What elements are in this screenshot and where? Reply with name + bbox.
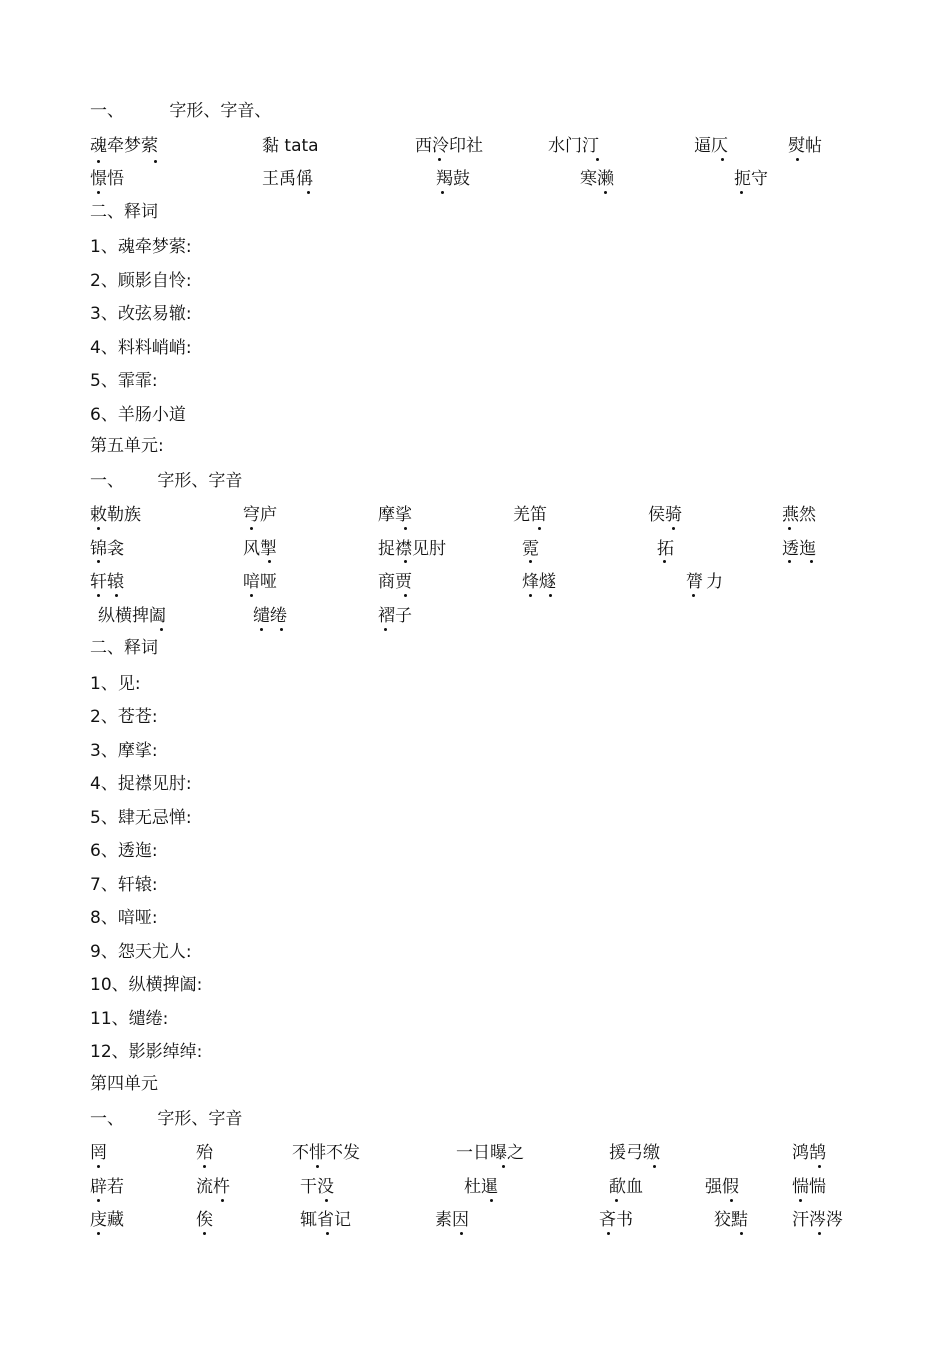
section-heading: 一、 字形、字音 [90, 471, 243, 491]
vocab-word: 穹庐 [243, 505, 277, 525]
definition-item: 12、影影绰绰: [90, 1042, 203, 1062]
vocab-word: 水门汀 [548, 136, 599, 156]
vocab-word: 憬悟 [90, 169, 124, 189]
emphasis-dot [818, 1165, 821, 1168]
emphasis-dot [604, 191, 607, 194]
vocab-word: 黏 tata [262, 136, 319, 156]
emphasis-dot [529, 560, 532, 563]
emphasis-dot [97, 1165, 100, 1168]
definition-item: 8、喑哑: [90, 908, 158, 928]
emphasis-dot [97, 191, 100, 194]
emphasis-dot [115, 594, 118, 597]
emphasis-dot [268, 560, 271, 563]
definition-item: 9、怨天尤人: [90, 942, 192, 962]
emphasis-dot [97, 527, 100, 530]
vocab-word: 摩挲 [378, 505, 412, 525]
vocab-word: 惴惴 [792, 1177, 826, 1197]
vocab-word: 素因 [435, 1210, 469, 1230]
emphasis-dot [97, 1232, 100, 1235]
emphasis-dot [280, 628, 283, 631]
vocab-word: 王禹偁 [262, 169, 313, 189]
vocab-word: 喑哑 [243, 572, 277, 592]
definition-item: 4、料料峭峭: [90, 338, 192, 358]
vocab-word: 吝书 [599, 1210, 633, 1230]
emphasis-dot [316, 1165, 319, 1168]
vocab-word: 干没 [300, 1177, 334, 1197]
vocab-word: 殆 [196, 1143, 213, 1163]
emphasis-dot [810, 560, 813, 563]
emphasis-dot [326, 1232, 329, 1235]
vocab-word: 庋藏 [90, 1210, 124, 1230]
vocab-word: 霓 [522, 539, 539, 559]
emphasis-dot [692, 594, 695, 597]
vocab-word: 一日曝之 [456, 1143, 524, 1163]
emphasis-dot [796, 158, 799, 161]
emphasis-dot [615, 1199, 618, 1202]
definition-item: 3、摩挲: [90, 741, 158, 761]
emphasis-dot [404, 560, 407, 563]
definition-item: 3、改弦易辙: [90, 304, 192, 324]
vocab-word: 罔 [90, 1143, 107, 1163]
vocab-word: 扼守 [734, 169, 768, 189]
emphasis-dot [538, 527, 541, 530]
unit-heading: 第四单元 [90, 1074, 158, 1094]
emphasis-dot [404, 594, 407, 597]
emphasis-dot [788, 560, 791, 563]
section-heading: 二、释词 [90, 638, 158, 658]
emphasis-dot [529, 594, 532, 597]
section-heading: 一、 字形、字音、 [90, 101, 272, 121]
emphasis-dot [788, 527, 791, 530]
vocab-word: 寒濑 [580, 169, 614, 189]
emphasis-dot [663, 560, 666, 563]
vocab-word: 褶子 [378, 606, 412, 626]
emphasis-dot [672, 527, 675, 530]
emphasis-dot [740, 191, 743, 194]
vocab-word: 缱绻 [253, 606, 287, 626]
emphasis-dot [250, 594, 253, 597]
vocab-word: 流杵 [196, 1177, 230, 1197]
vocab-word: 羌笛 [513, 505, 547, 525]
emphasis-dot [799, 1199, 802, 1202]
vocab-word: 熨帖 [788, 136, 822, 156]
emphasis-dot [203, 1232, 206, 1235]
emphasis-dot [441, 191, 444, 194]
definition-item: 10、纵横捭阖: [90, 975, 203, 995]
definition-item: 6、羊肠小道 [90, 405, 186, 425]
vocab-word: 杜暹 [464, 1177, 498, 1197]
vocab-word: 歃血 [609, 1177, 643, 1197]
vocab-word: 纵横捭阖 [98, 606, 166, 626]
emphasis-dot [438, 158, 441, 161]
definition-item: 6、透迤: [90, 841, 158, 861]
emphasis-dot [160, 628, 163, 631]
emphasis-dot [596, 158, 599, 161]
emphasis-dot [740, 1232, 743, 1235]
emphasis-dot [154, 160, 157, 163]
vocab-word: 鸿鹄 [792, 1143, 826, 1163]
emphasis-dot [97, 560, 100, 563]
emphasis-dot [502, 1165, 505, 1168]
definition-item: 1、魂牵梦萦: [90, 237, 192, 257]
vocab-word: 烽燧 [522, 572, 556, 592]
vocab-word: 燕然 [782, 505, 816, 525]
emphasis-dot [97, 160, 100, 163]
vocab-word: 狡黠 [714, 1210, 748, 1230]
vocab-word: 商贾 [378, 572, 412, 592]
vocab-word: 援弓缴 [609, 1143, 660, 1163]
emphasis-dot [730, 1199, 733, 1202]
vocab-word: 不悱不发 [292, 1143, 360, 1163]
vocab-word: 拓 [657, 539, 674, 559]
vocab-word: 羯鼓 [436, 169, 470, 189]
vocab-word: 透迤 [782, 539, 816, 559]
vocab-word: 俟 [196, 1210, 213, 1230]
definition-item: 5、霏霏: [90, 371, 158, 391]
vocab-word: 锦衾 [90, 539, 124, 559]
emphasis-dot [250, 527, 253, 530]
emphasis-dot [490, 1199, 493, 1202]
vocab-word: 侯骑 [648, 505, 682, 525]
definition-item: 1、见: [90, 674, 141, 694]
emphasis-dot [549, 594, 552, 597]
vocab-word: 膂力 [686, 572, 726, 592]
emphasis-dot [260, 628, 263, 631]
vocab-word: 逼仄 [694, 136, 728, 156]
emphasis-dot [653, 1165, 656, 1168]
vocab-word: 西泠印社 [415, 136, 483, 156]
definition-item: 2、苍苍: [90, 707, 158, 727]
emphasis-dot [221, 1199, 224, 1202]
vocab-word: 敕勒族 [90, 505, 141, 525]
vocab-word: 魂牵梦萦 [90, 136, 158, 156]
definition-item: 2、顾影自怜: [90, 271, 192, 291]
definition-item: 5、肆无忌惮: [90, 808, 192, 828]
emphasis-dot [97, 1199, 100, 1202]
definition-item: 4、捉襟见肘: [90, 774, 192, 794]
emphasis-dot [818, 1232, 821, 1235]
unit-heading: 第五单元: [90, 436, 164, 456]
emphasis-dot [97, 594, 100, 597]
definition-item: 7、轩辕: [90, 875, 158, 895]
vocab-word: 强假 [705, 1177, 739, 1197]
vocab-word: 汗涔涔 [792, 1210, 843, 1230]
emphasis-dot [721, 158, 724, 161]
emphasis-dot [384, 628, 387, 631]
emphasis-dot [404, 527, 407, 530]
vocab-word: 风掣 [243, 539, 277, 559]
vocab-word: 捉襟见肘 [378, 539, 446, 559]
section-heading: 一、 字形、字音 [90, 1109, 243, 1129]
emphasis-dot [325, 1199, 328, 1202]
emphasis-dot [607, 1232, 610, 1235]
vocab-word: 轩辕 [90, 572, 124, 592]
emphasis-dot [460, 1232, 463, 1235]
vocab-word: 辟若 [90, 1177, 124, 1197]
section-heading: 二、释词 [90, 202, 158, 222]
vocab-word: 辄省记 [300, 1210, 351, 1230]
definition-item: 11、缱绻: [90, 1009, 169, 1029]
emphasis-dot [307, 191, 310, 194]
emphasis-dot [203, 1165, 206, 1168]
